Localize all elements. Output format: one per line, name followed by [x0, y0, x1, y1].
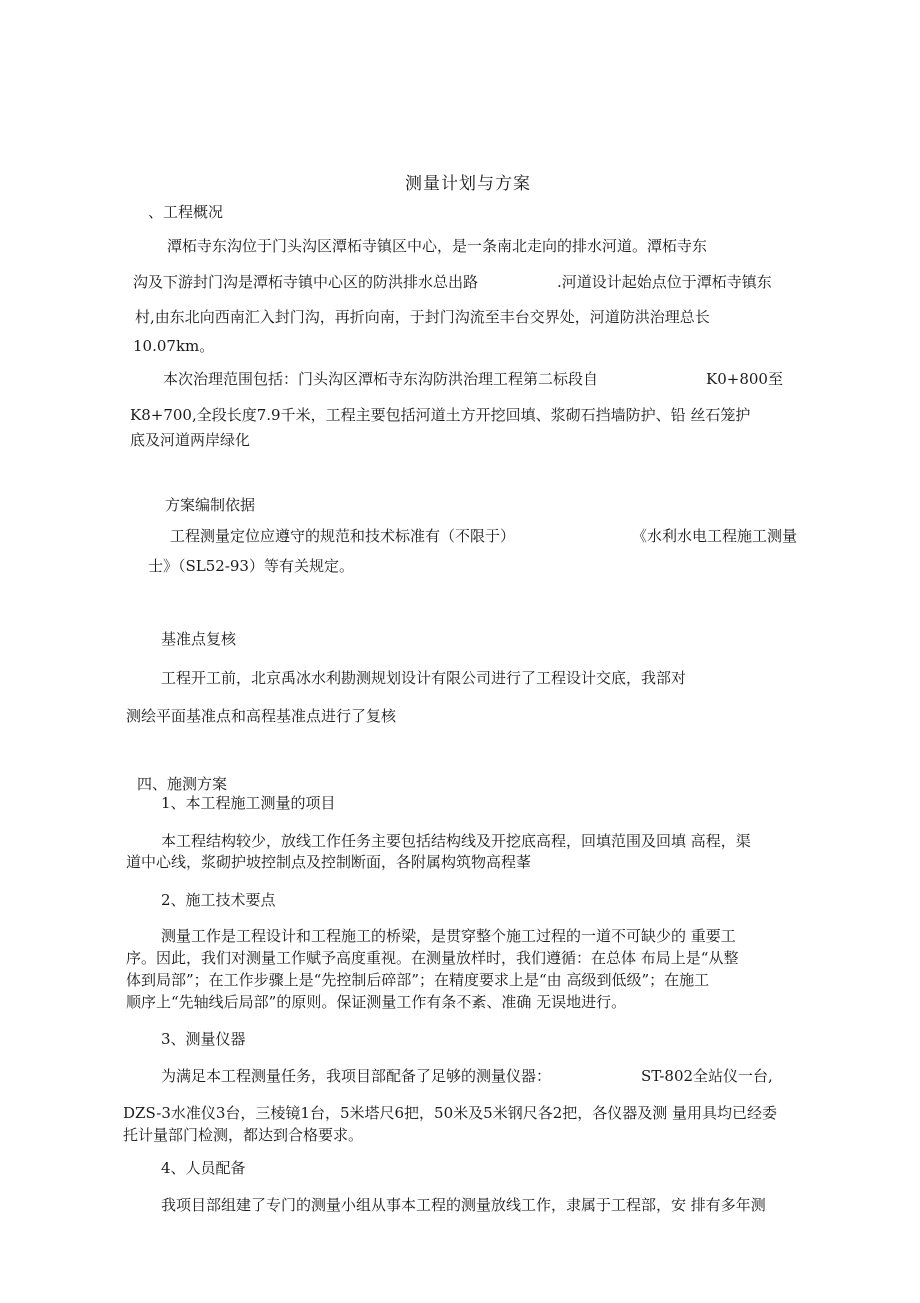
paragraph-line: DZS-3水准仪3台，三棱镜1台，5米塔尺6把，50米及5米钢尺各2把，各仪器及测 量用具均已经委: [123, 1104, 778, 1122]
paragraph-line: K8+700,全段长度7.9千米，工程主要包括河道土方开挖回填、浆砌石挡墙防护、铅 丝石笼护: [130, 406, 751, 424]
paragraph-line: 工程测量定位应遵守的规范和技术标准有（不限于）: [170, 527, 516, 545]
paragraph-line: 士》（SL52-93）等有关规定。: [148, 557, 354, 575]
paragraph-line: 测绘平面基准点和高程基准点进行了复核: [126, 707, 397, 725]
subsection-heading: 1、本工程施工测量的项目: [161, 794, 336, 812]
paragraph-line: 为满足本工程测量任务，我项目部配备了足够的测量仪器：: [161, 1067, 552, 1085]
section-heading-benchmark: 基准点复核: [161, 630, 237, 648]
paragraph-line: 托计量部门检测，都达到合格要求。: [123, 1126, 364, 1144]
paragraph-line: 本工程结构较少，放线工作任务主要包括结构线及开挖底高程，回填范围及回填 高程，渠: [161, 832, 751, 850]
paragraph-line: 底及河道两岸绿化: [130, 431, 251, 449]
paragraph-line: 序。因此，我们对测量工作赋予高度重视。在测量放样时，我们遵循：在总体 布局上是“从整: [126, 949, 739, 967]
paragraph-line: 潭柘寺东沟位于门头沟区潭柘寺镇区中心，是一条南北走向的排水河道。潭柘寺东: [167, 237, 708, 255]
paragraph-line: 村,由东北向西南汇入封门沟，再折向南，于封门沟流至丰台交界处，河道防洪治理总长: [135, 308, 710, 326]
paragraph-line: 顺序上“先轴线后局部”的原则。保证测量工作有条不紊、准确 无误地进行。: [126, 993, 627, 1011]
paragraph-line: ST-802全站仪一台,: [641, 1067, 773, 1085]
paragraph-line: 测量工作是工程设计和工程施工的桥梁，是贯穿整个施工过程的一道不可缺少的 重要工: [161, 927, 736, 945]
subsection-heading: 2、施工技术要点: [161, 891, 276, 909]
paragraph-line: 《水利水电工程施工测量: [632, 527, 798, 545]
paragraph-line: 我项目部组建了专门的测量小组从事本工程的测量放线工作，隶属于工程部，安 排有多年测: [161, 1196, 766, 1214]
subsection-heading: 4、人员配备: [161, 1159, 246, 1177]
paragraph-line: .河道设计起始点位于潭柘寺镇东: [557, 273, 772, 291]
section-heading-plan: 四、施测方案: [137, 775, 228, 793]
paragraph-line: 本次治理范围包括：门头沟区潭柘寺东沟防洪治理工程第二标段自: [163, 370, 599, 388]
paragraph-line: K0+800至: [706, 370, 783, 388]
page-title: 测量计划与方案: [405, 174, 531, 194]
paragraph-line: 工程开工前，北京禹冰水利勘测规划设计有限公司进行了工程设计交底，我部对: [161, 669, 687, 687]
subsection-heading: 3、测量仪器: [161, 1030, 246, 1048]
paragraph-line: 10.07km。: [133, 337, 215, 355]
section-heading-basis: 方案编制依据: [165, 496, 256, 514]
paragraph-line: 道中心线，浆砌护坡控制点及控制断面，各附属构筑物高程莑: [126, 853, 532, 871]
section-heading-overview: 、工程概况: [148, 203, 224, 221]
paragraph-line: 体到局部”；在工作步骤上是“先控制后碎部”；在精度要求上是“由 高级到低级”；在施工: [126, 971, 710, 989]
paragraph-line: 沟及下游封门沟是潭柘寺镇中心区的防洪排水总出路: [133, 273, 479, 291]
